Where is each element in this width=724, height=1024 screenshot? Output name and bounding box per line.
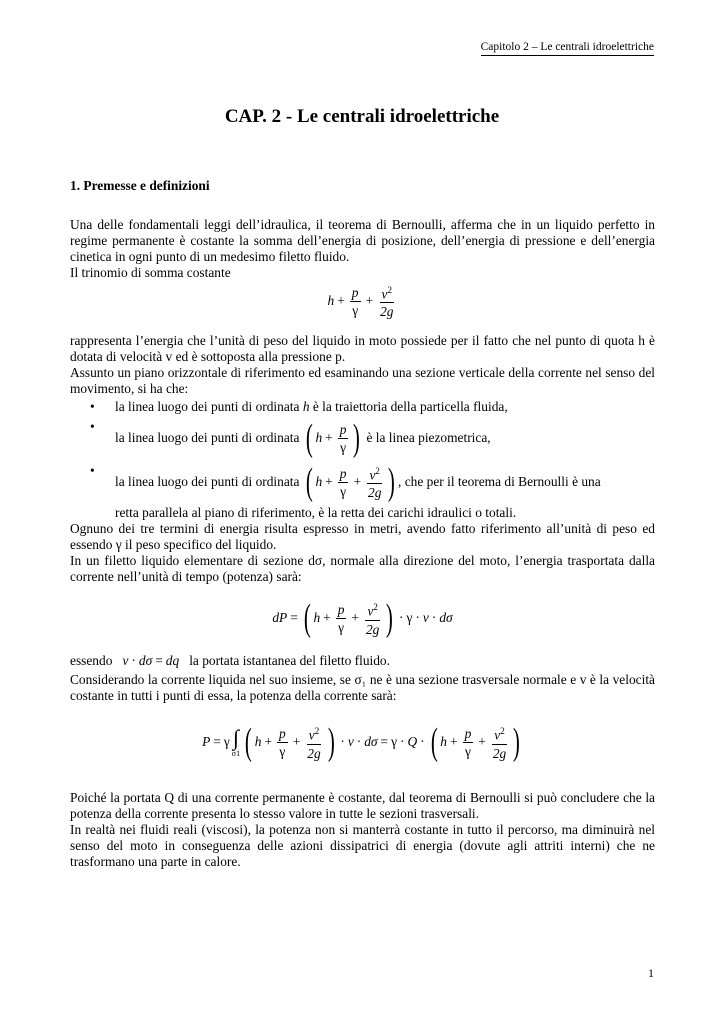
equation-portata: v · dσ = dq [122, 653, 180, 669]
ordinate-list [70, 399, 655, 504]
paragraph-filetto: In un filetto liquido elementare di sezione dσ, normale alla direzione del moto, l’energia trasportata dalla corrente nell’unità di tempo (potenza) sarà: [70, 553, 655, 585]
paragraph-portata-costante: Poiché la portata Q di una corrente permanente è costante, dal teorema di Bernoulli si può concludere che la potenza della corrente presenta lo stesso valore in tutte le sezioni trasversali. [70, 790, 655, 822]
running-header: Capitolo 2 – Le centrali idroelettriche [481, 40, 654, 56]
paragraph-piano: Assunto un piano orizzontale di riferimento ed esaminando una sezione verticale della corrente nel senso del movimento, si ha che: [70, 365, 655, 396]
paragraph-termini: Ognuno dei tre termini di energia risulta espresso in metri, avendo fatto riferimento all’unità di peso ed essendo γ il peso specifico del liquido. [70, 521, 655, 553]
list-item: • la linea luogo dei punti di ordinata ( h + $\frac{p}{\gamma}$ ) è la linea piezometrica, [70, 419, 655, 457]
paragraph-fluidi-reali: In realtà nei fluidi reali (viscosi), la potenza non si manterrà costante in tutto il percorso, ma diminuirà nel senso del moto in conseguenza delle azioni dissipatrici di energia (dovute agli attriti interni) che ne trasformano una parte in calore. [70, 822, 655, 870]
equation-potenza-filetto: dP = ( h + $\frac{p}{\gamma}$ + $\frac{v^2}{2g}$ ) · γ · v · dσ [272, 597, 453, 640]
paragraph-trinomio: Il trinomio di somma costante [70, 265, 231, 280]
list-item: • la linea luogo dei punti di ordinata h è la traiettoria della particella fluida, [70, 399, 655, 415]
equation-piezometrica: ( h + $\frac{p}{\gamma}$ ) [305, 417, 361, 459]
paragraph-bernoulli: Una delle fondamentali leggi dell’idraulica, il teorema di Bernoulli, afferma che in un liquido perfetto in regime permanente è costante la somma dell’energia di posizione, dell’energia di pressione e dell’energia cinetica in ogni punto di un medesimo filetto fluido. [70, 217, 655, 264]
paragraph-corrente: Considerando la corrente liquida nel suo insieme, se σ₁ ne è una sezione trasversale normale e v è la velocità costante in tutti i punti di essa, la potenza della corrente sarà: [70, 672, 655, 704]
chapter-title: CAP. 2 - Le centrali idroelettriche [224, 106, 500, 127]
equation-potenza-corrente: P = γ ∫ σ1 ( h + $\frac{p}{\gamma}$ + $\frac{v^2}{2g}$ ) · v · dσ = γ · Q · ( h + $\frac{p}{\gamma}$ + $\frac{v^2}{2g}$ ) [202, 721, 521, 764]
page-number: 1 [648, 966, 654, 980]
equation-trinomio: h + $\frac{p}{\gamma}$ + $\frac{v^2}{2g}$ [70, 281, 655, 321]
section-heading: 1. Premesse e definizioni [70, 178, 210, 193]
paragraph-energia: rappresenta l’energia che l’unità di peso del liquido in moto possiede per il fatto che nel punto di quota h è dotata di velocità v ed è sottoposta alla pressione p. [70, 333, 655, 364]
list-item: • la linea luogo dei punti di ordinata ( h + $\frac{p}{\gamma}$ + $\frac{v^2}{2g}$ ) , che per il teorema di Bernoulli è una [70, 463, 655, 501]
paragraph-portata: essendo v · dσ = dq la portata istantanea del filetto fluido. [70, 653, 390, 669]
page-body [70, 178, 655, 870]
equation-carichi: ( h + $\frac{p}{\gamma}$ + $\frac{v^2}{2g}$ ) [305, 461, 396, 504]
paragraph-retta: retta parallela al piano di riferimento, è la retta dei carichi idraulici o totali. [115, 505, 517, 521]
